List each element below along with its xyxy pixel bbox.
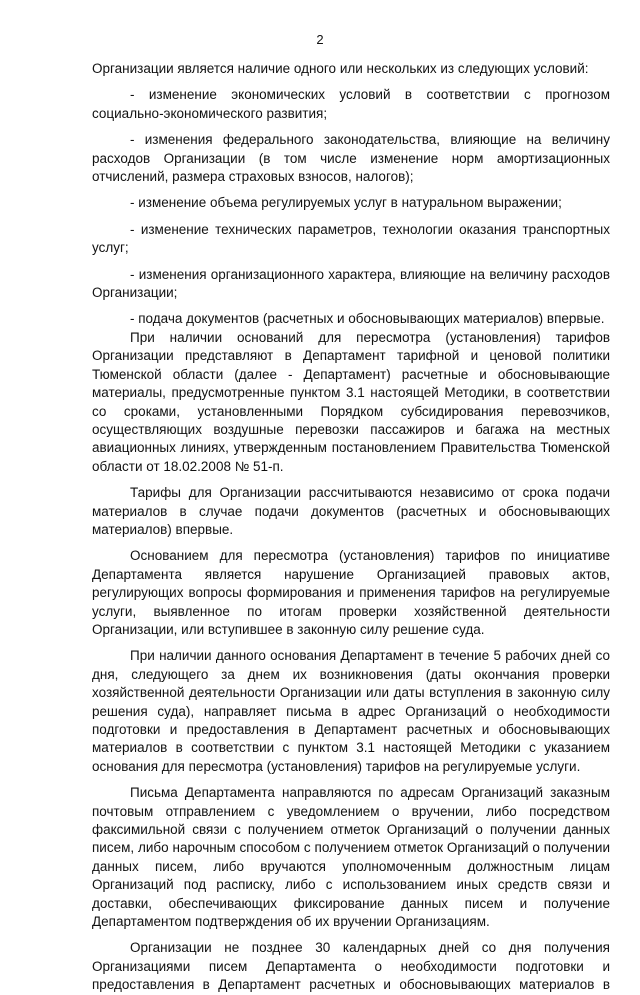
paragraph-deadline: Организации не позднее 30 календарных дней со дня получения Организациями писем Департамента о необходимости подготовки и предоставления в Департамент расчетных и обосновывающих материалов в <box>92 940 610 993</box>
paragraph-intro: Организации является наличие одного или нескольких из следующих условий: <box>92 61 589 76</box>
condition-technical: - изменение технических параметров, технологии оказания транспортных услуг; <box>92 221 610 256</box>
paragraph-grounds: Основанием для пересмотра (установления) тарифов по инициативе Департамента является нарушение Организацией правовых актов, регулирующих вопросы формирования и применения тарифов на регулируемые услуги, выявленное по итогам проверки хозяйственной деятельности Организации, или вступившее в законную силу решение суда. <box>92 548 610 637</box>
page-number: 2 <box>316 32 324 47</box>
paragraph-submission: При наличии оснований для пересмотра (установления) тарифов Организации представляют в Департамент тарифной и ценовой политики Тюменской области (далее - Департамент) расчетные и обосновывающие материалы, предусмотренные пунктом 3.1 настоящей Методики, в соответствии со сроками, установленными Порядком субсидирования перевозчиков, осуществляющих воздушные перевозки пассажиров и багажа на местных авиационных линиях, утвержденным постановлением Правительства Тюменской области от 18.02.2008 № 51-п. <box>92 329 610 474</box>
condition-volume: - изменение объема регулируемых услуг в натуральном выражении; <box>130 195 562 211</box>
condition-organizational: - изменения организационного характера, влияющие на величину расходов Организации; <box>92 266 610 301</box>
paragraph-tariffs: Тарифы для Организации рассчитываются независимо от срока подачи материалов в случае подачи документов (расчетных и обосновывающих материалов) впервые. <box>92 485 610 537</box>
condition-first-submission: - подача документов (расчетных и обосновывающих материалов) впервые. <box>130 311 605 327</box>
condition-legislation: - изменения федерального законодательства, влияющие на величину расходов Организации (в том числе изменение норм амортизационных отчислений, размера страховых взносов, налогов); <box>92 132 610 185</box>
condition-economic: - изменение экономических условий в соответствии с прогнозом социально-экономического развития; <box>92 87 610 121</box>
paragraph-notification: При наличии данного основания Департамент в течение 5 рабочих дней со дня, следующего за днем их возникновения (даты окончания проверки хозяйственной деятельности Организации или даты вступления в законную силу решения суда), направляет письма в адрес Организаций о необходимости подготовки и предоставления в Департамент расчетных и обосновывающих материалов в соответствии с пунктом 3.1 настоящей Методики с указанием основания для пересмотра (установления) тарифов на регулируемые услуги. <box>92 648 610 774</box>
document-body <box>92 60 610 995</box>
paragraph-letters: Письма Департамента направляются по адресам Организаций заказным почтовым отправлением с уведомлением о вручении, либо посредством факсимильной связи с получением отметок Организаций о получении данных писем, либо нарочным способом с получением отметок Организаций о получении данных писем, либо вручаются уполномоченным должностным лицам Организаций под расписку, либо с использованием иных средств связи и доставки, обеспечивающих фиксирование данных писем и получение Департаментом подтверждения об их вручении Организациям. <box>92 785 610 930</box>
